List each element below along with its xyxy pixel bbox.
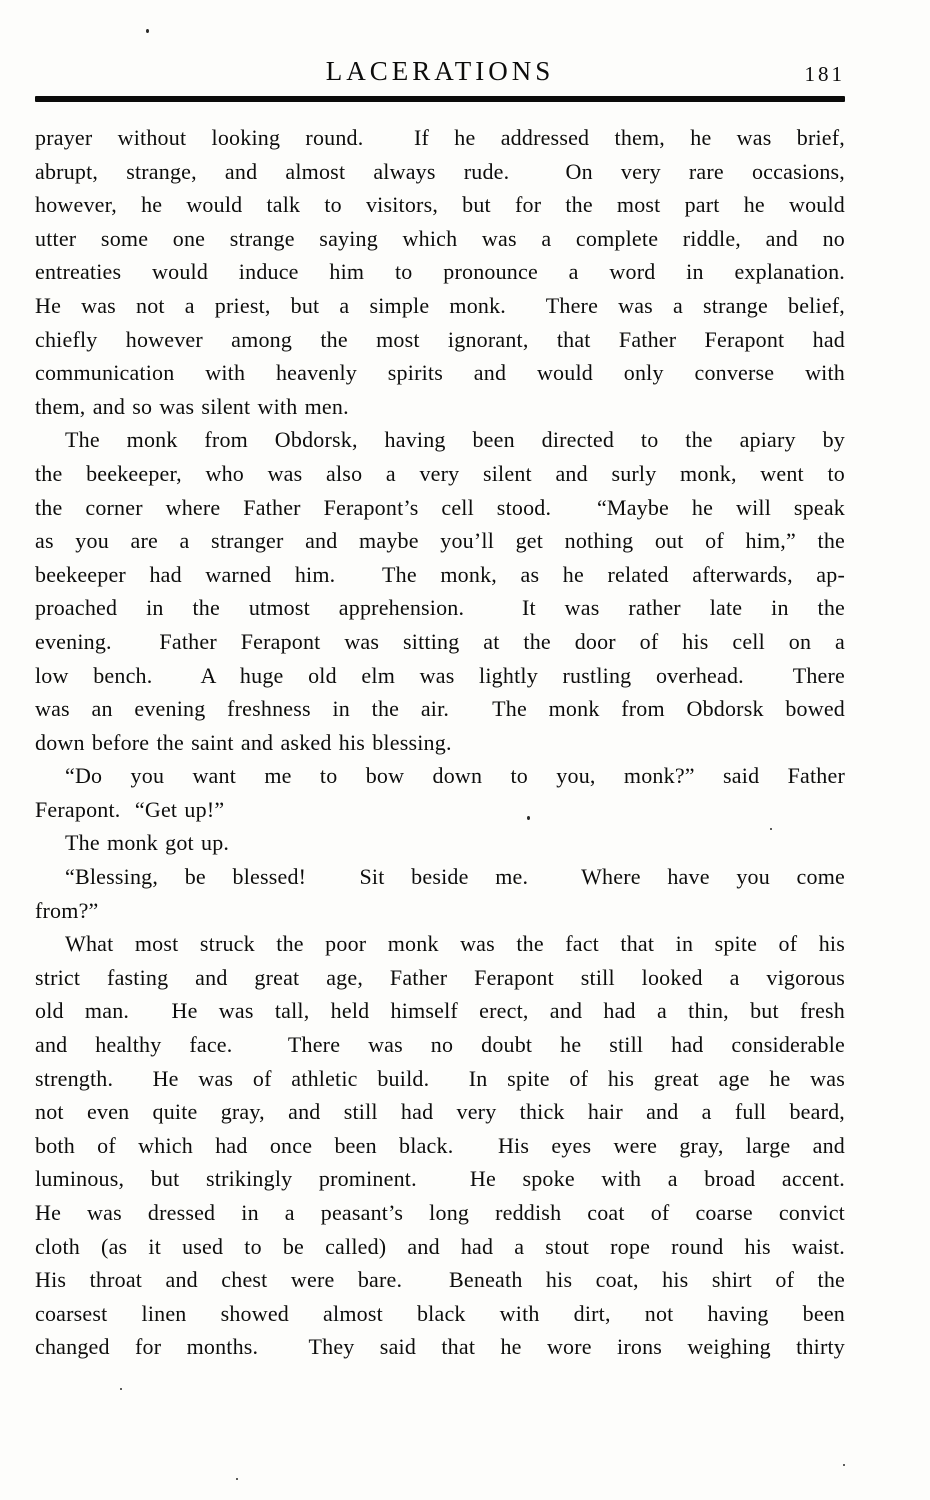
page-body: [35, 121, 845, 1364]
running-title: LACERATIONS: [325, 56, 555, 86]
text-line: changed for months. They said that he wore irons weighing thirty: [35, 1334, 845, 1360]
text-line: not even quite gray, and still had very thick hair and a full beard,: [35, 1099, 845, 1125]
scan-speck: [120, 1388, 122, 1390]
text-line: He was dressed in a peasant’s long reddish coat of coarse convict: [35, 1200, 845, 1225]
scan-speck: [146, 29, 149, 33]
text-line: “Do you want me to bow down to you, monk?” said Father: [65, 763, 845, 789]
text-line: the corner where Father Ferapont’s cell stood. “Maybe he will speak: [35, 494, 845, 520]
text-line: low bench. A huge old elm was lightly rustling overhead. There: [35, 662, 845, 688]
text-line: was an evening freshness in the air. The monk from Obdorsk bowed: [35, 696, 845, 722]
text-line: old man. He was tall, held himself erect, and had a thin, but fresh: [35, 998, 845, 1024]
text-line: abrupt, strange, and almost always rude. On very rare occasions,: [35, 158, 845, 184]
text-line: from?”: [35, 897, 99, 923]
text-line: Ferapont. “Get up!”: [35, 796, 225, 822]
text-line: communication with heavenly spirits and would only converse with: [35, 360, 845, 386]
text-line: What most struck the poor monk was the fact that in spite of his: [65, 931, 845, 957]
text-line: cloth (as it used to be called) and had a stout rope round his waist.: [35, 1233, 845, 1259]
text-line: strength. He was of athletic build. In spite of his great age he was: [35, 1065, 845, 1091]
text-line: entreaties would induce him to pronounce a word in explanation.: [35, 259, 845, 285]
text-line: them, and so was silent with men.: [35, 393, 349, 419]
text-line: prayer without looking round. If he addressed them, he was brief,: [35, 125, 845, 150]
header-rule: [35, 96, 845, 102]
text-line: as you are a stranger and maybe you’ll get nothing out of him,” the: [35, 528, 845, 554]
scan-speck: [236, 1478, 238, 1480]
text-line: chiefly however among the most ignorant, that Father Ferapont had: [35, 326, 845, 352]
text-line: utter some one strange saying which was a complete riddle, and no: [35, 225, 845, 251]
text-line: His throat and chest were bare. Beneath his coat, his shirt of the: [35, 1267, 845, 1293]
text-line: both of which had once been black. His eyes were gray, large and: [35, 1132, 845, 1158]
text-line: coarsest linen showed almost black with dirt, not having been: [35, 1300, 845, 1326]
text-line: strict fasting and great age, Father Ferapont still looked a vigorous: [35, 964, 845, 990]
text-line: luminous, but strikingly prominent. He spoke with a broad accent.: [35, 1166, 845, 1192]
page-number: 181: [804, 62, 845, 86]
text-line: the beekeeper, who was also a very silent and surly monk, went to: [35, 460, 845, 486]
text-line: beekeeper had warned him. The monk, as he related afterwards, ap-: [35, 561, 845, 587]
text-line: proached in the utmost apprehension. It was rather late in the: [35, 595, 845, 621]
text-line: The monk from Obdorsk, having been directed to the apiary by: [65, 427, 845, 453]
text-line: evening. Father Ferapont was sitting at the door of his cell on a: [35, 628, 845, 654]
text-line: and healthy face. There was no doubt he still had considerable: [35, 1032, 845, 1058]
scan-speck: [527, 816, 530, 820]
scan-speck: [770, 828, 772, 830]
scan-speck: [843, 1464, 845, 1466]
text-line: “Blessing, be blessed! Sit beside me. Where have you come: [65, 864, 845, 890]
text-line: down before the saint and asked his blessing.: [35, 729, 452, 755]
text-line: He was not a priest, but a simple monk. There was a strange belief,: [35, 292, 845, 318]
text-line: The monk got up.: [65, 830, 230, 856]
text-line: however, he would talk to visitors, but for the most part he would: [35, 192, 845, 218]
